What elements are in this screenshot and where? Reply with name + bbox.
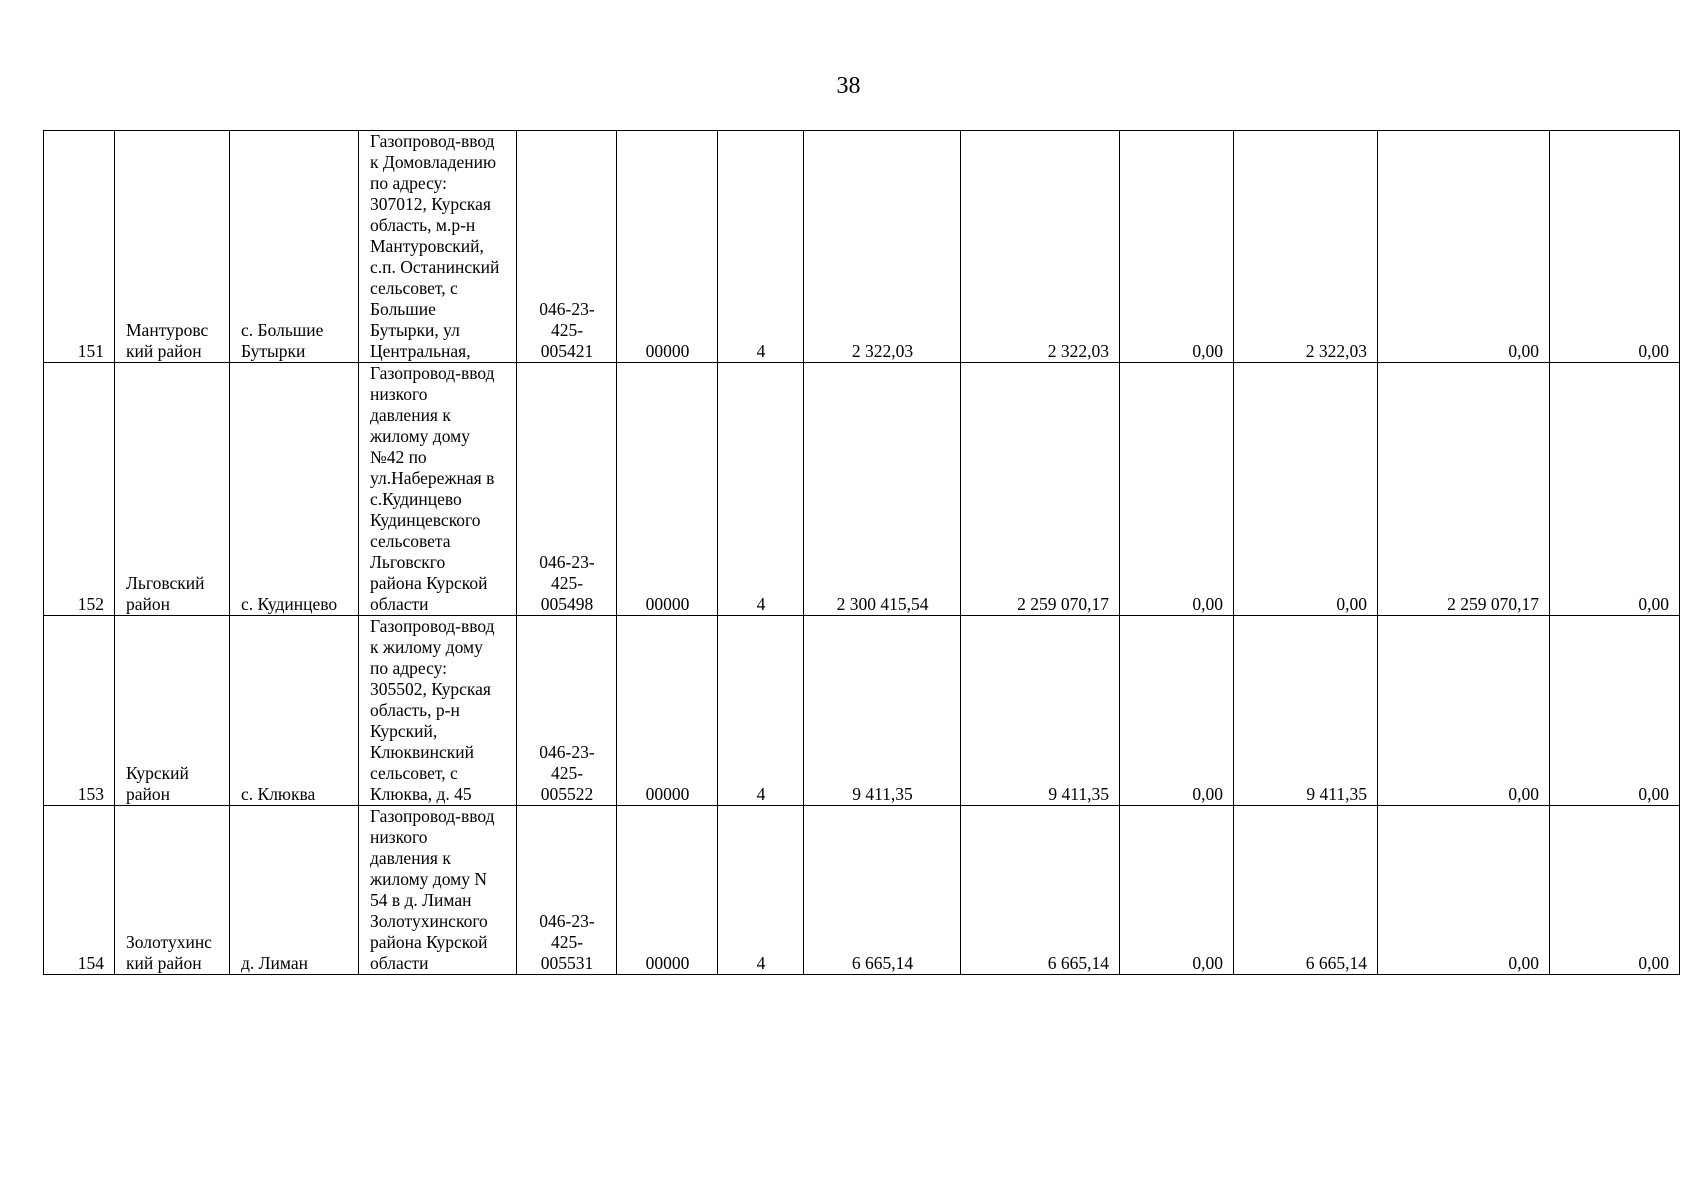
value-3-cell: 0,00 bbox=[1120, 363, 1234, 616]
value-2-cell: 2 259 070,17 bbox=[961, 363, 1120, 616]
value-6-cell: 0,00 bbox=[1550, 806, 1680, 975]
object-cell: Газопровод-ввод к Домовладению по адресу: 307012, Курская область, м.р-н Мантуровский, с.п. Останинский сельсовет, с Большие Бутырки, ул Центральная, bbox=[359, 131, 517, 363]
code-cell: 046-23- 425- 005498 bbox=[517, 363, 617, 616]
value-3-cell: 0,00 bbox=[1120, 131, 1234, 363]
row-number: 154 bbox=[44, 806, 115, 975]
locality-cell: с. Большие Бутырки bbox=[230, 131, 359, 363]
value-6-cell: 0,00 bbox=[1550, 131, 1680, 363]
value-4-cell: 6 665,14 bbox=[1234, 806, 1378, 975]
value-4-cell: 9 411,35 bbox=[1234, 616, 1378, 806]
code2-cell: 00000 bbox=[617, 363, 718, 616]
value-1-cell: 2 300 415,54 bbox=[804, 363, 961, 616]
value-1-cell: 6 665,14 bbox=[804, 806, 961, 975]
district-cell: Льговский район bbox=[115, 363, 230, 616]
table-row bbox=[44, 363, 1680, 616]
object-cell: Газопровод-ввод низкого давления к жилому дому №42 по ул.Набережная в с.Кудинцево Кудинцевского сельсовета Льговскго района Курской области bbox=[359, 363, 517, 616]
value-6-cell: 0,00 bbox=[1550, 363, 1680, 616]
locality-cell: д. Лиман bbox=[230, 806, 359, 975]
code2-cell: 00000 bbox=[617, 806, 718, 975]
value-1-cell: 9 411,35 bbox=[804, 616, 961, 806]
value-4-cell: 0,00 bbox=[1234, 363, 1378, 616]
value-1-cell: 2 322,03 bbox=[804, 131, 961, 363]
table-row bbox=[44, 616, 1680, 806]
row-number: 152 bbox=[44, 363, 115, 616]
row-number: 153 bbox=[44, 616, 115, 806]
value-2-cell: 6 665,14 bbox=[961, 806, 1120, 975]
locality-cell: с. Клюква bbox=[230, 616, 359, 806]
value-5-cell: 0,00 bbox=[1378, 616, 1550, 806]
page-number: 38 bbox=[836, 73, 861, 99]
object-cell: Газопровод-ввод низкого давления к жилому дому N 54 в д. Лиман Золотухинского района Курской области bbox=[359, 806, 517, 975]
code2-cell: 00000 bbox=[617, 616, 718, 806]
value-4-cell: 2 322,03 bbox=[1234, 131, 1378, 363]
value-5-cell: 0,00 bbox=[1378, 806, 1550, 975]
code-cell: 046-23- 425- 005421 bbox=[517, 131, 617, 363]
district-cell: Мантуровс кий район bbox=[115, 131, 230, 363]
value-3-cell: 0,00 bbox=[1120, 806, 1234, 975]
code-cell: 046-23- 425- 005531 bbox=[517, 806, 617, 975]
object-cell: Газопровод-ввод к жилому дому по адресу: 305502, Курская область, р-н Курский, Клюквинский сельсовет, с Клюква, д. 45 bbox=[359, 616, 517, 806]
value-5-cell: 2 259 070,17 bbox=[1378, 363, 1550, 616]
table-row bbox=[44, 131, 1680, 363]
table-row bbox=[44, 806, 1680, 975]
district-cell: Курский район bbox=[115, 616, 230, 806]
code2-cell: 00000 bbox=[617, 131, 718, 363]
value-2-cell: 2 322,03 bbox=[961, 131, 1120, 363]
category-cell: 4 bbox=[718, 131, 804, 363]
category-cell: 4 bbox=[718, 806, 804, 975]
value-5-cell: 0,00 bbox=[1378, 131, 1550, 363]
code-cell: 046-23- 425- 005522 bbox=[517, 616, 617, 806]
value-2-cell: 9 411,35 bbox=[961, 616, 1120, 806]
district-cell: Золотухинс кий район bbox=[115, 806, 230, 975]
value-3-cell: 0,00 bbox=[1120, 616, 1234, 806]
data-table bbox=[43, 130, 1680, 975]
value-6-cell: 0,00 bbox=[1550, 616, 1680, 806]
row-number: 151 bbox=[44, 131, 115, 363]
category-cell: 4 bbox=[718, 363, 804, 616]
category-cell: 4 bbox=[718, 616, 804, 806]
locality-cell: с. Кудинцево bbox=[230, 363, 359, 616]
